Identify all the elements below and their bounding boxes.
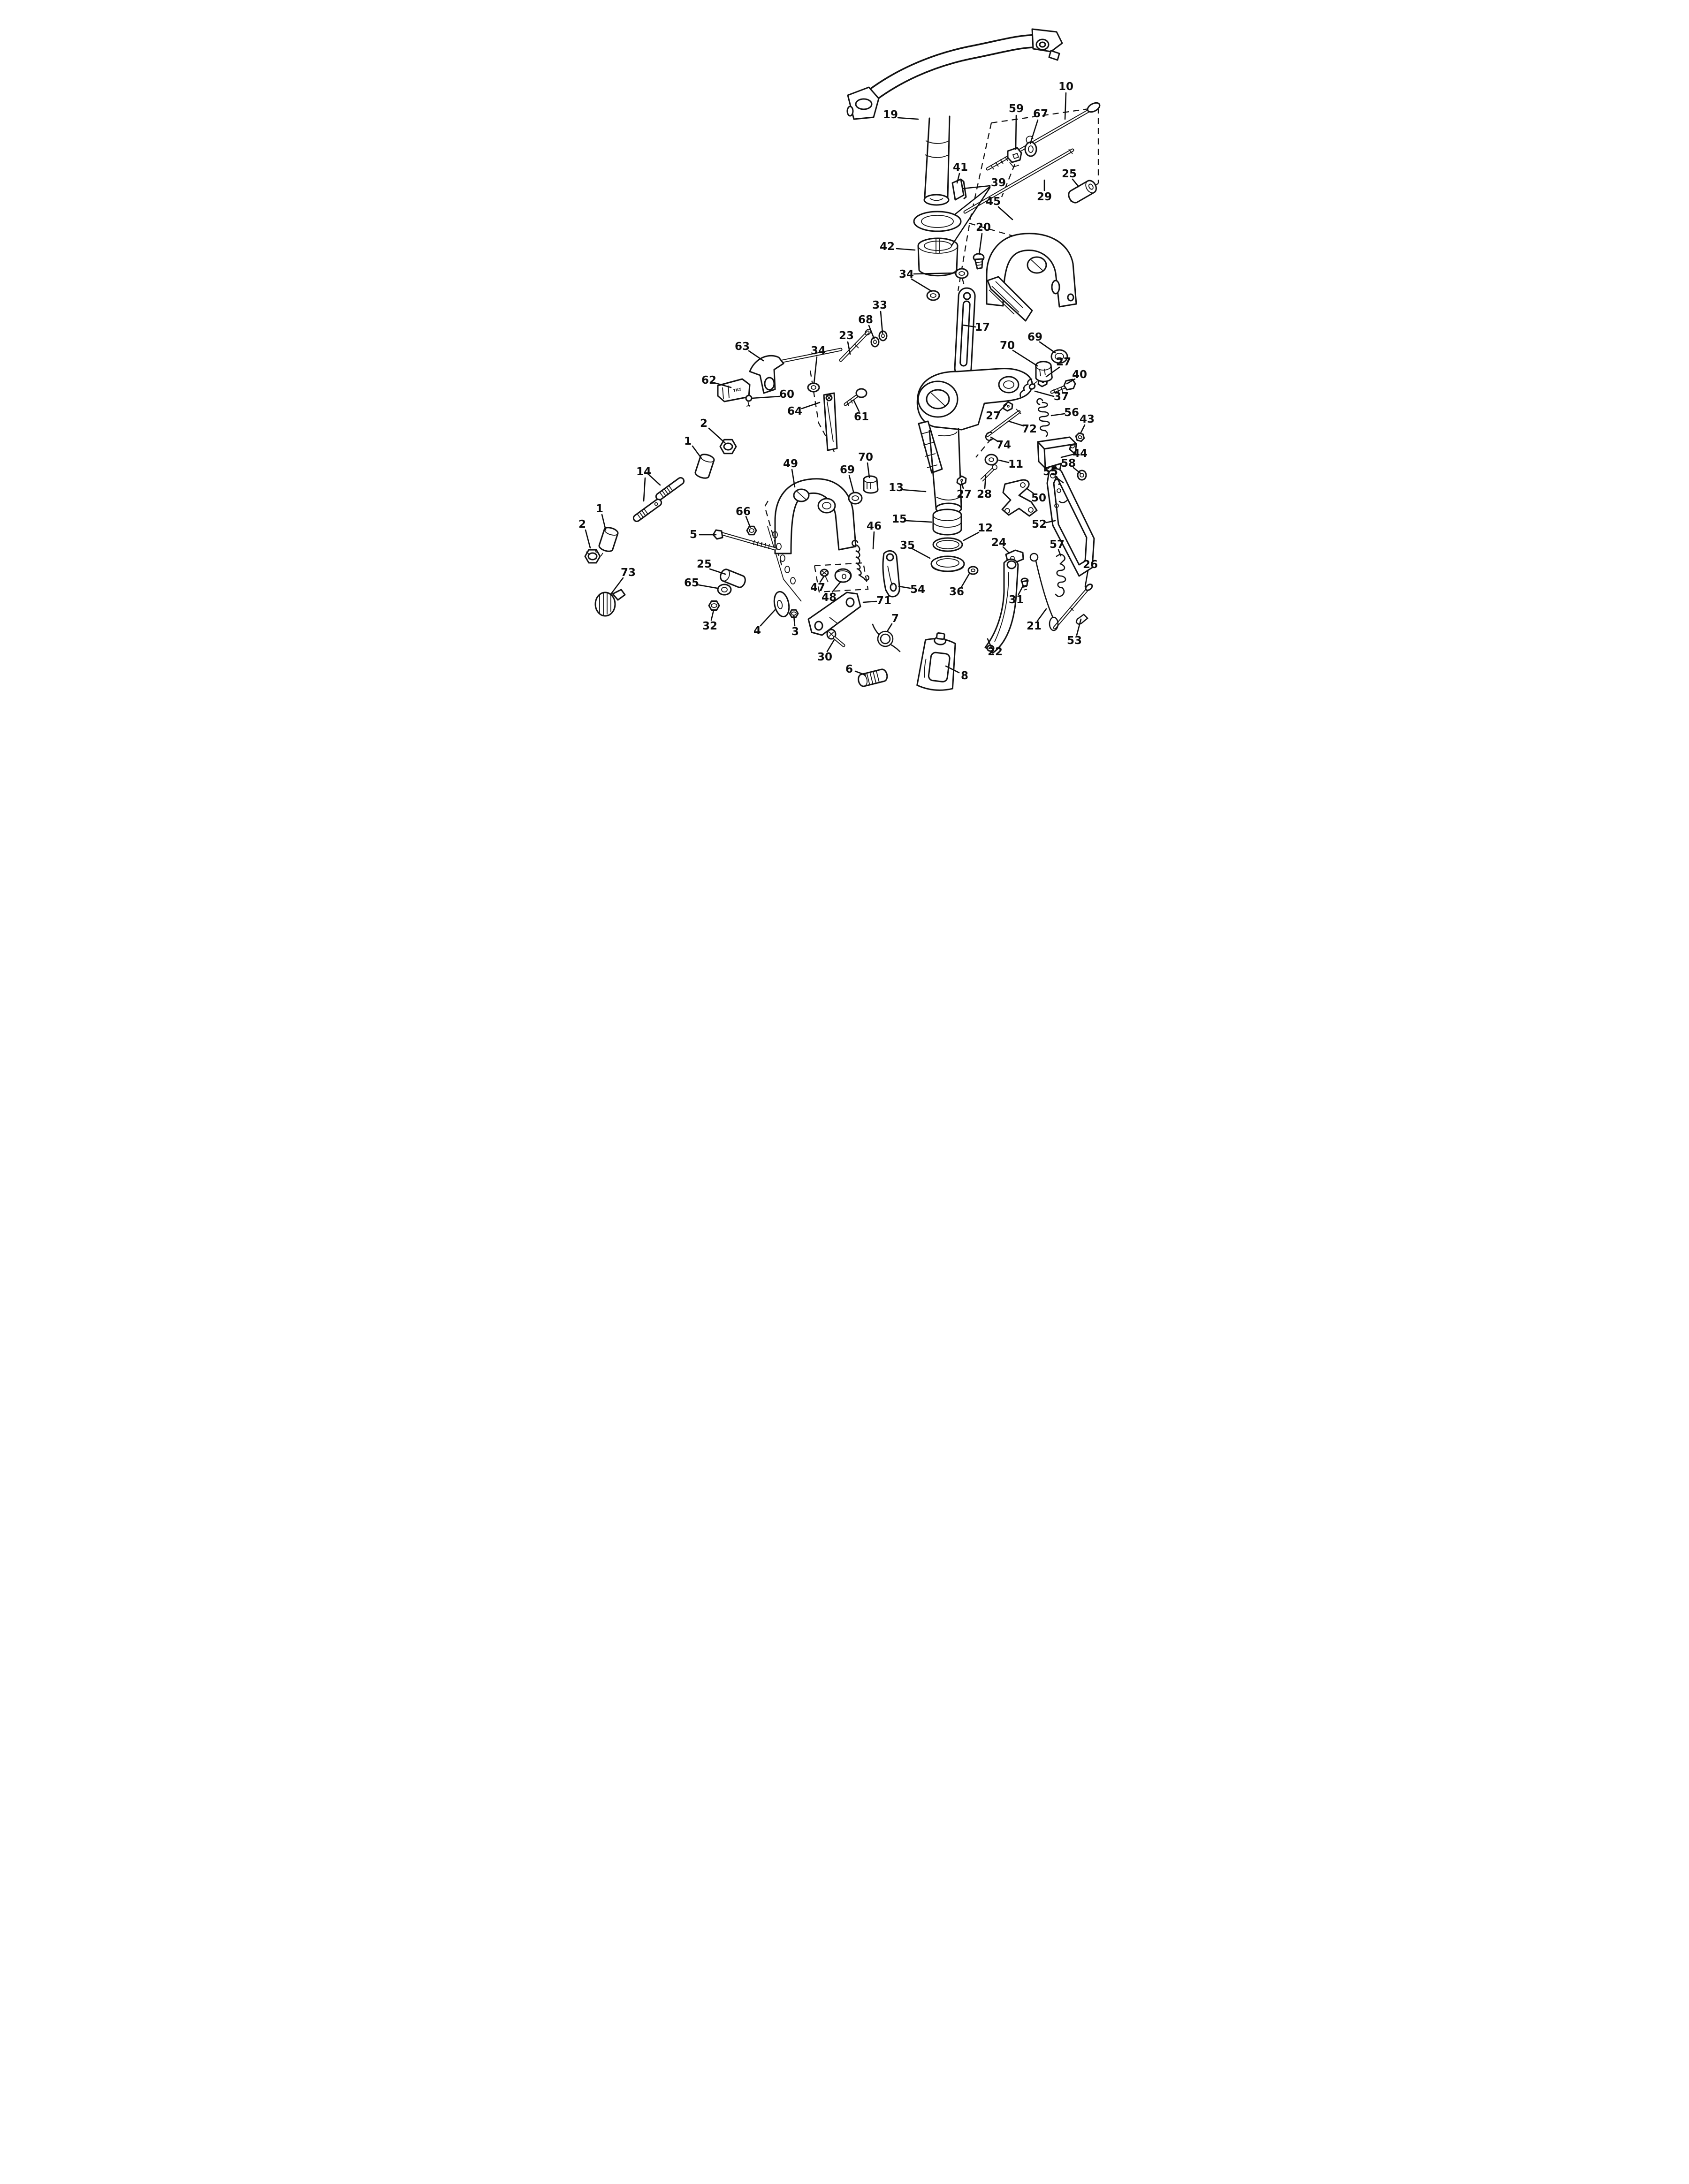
- part-washer-65: [718, 584, 731, 595]
- leader-line-13: [903, 490, 926, 492]
- part-steering-arm-19: [847, 29, 1062, 205]
- leader-line-7: [887, 624, 892, 631]
- part-link-plate-64: [824, 393, 837, 450]
- leader-line-15: [906, 521, 932, 522]
- part-label-70a: 70: [999, 340, 1015, 352]
- part-label-64: 64: [787, 405, 803, 417]
- part-label-54: 54: [910, 584, 926, 596]
- part-bushing-1-upper: [694, 453, 715, 480]
- part-nut-66: [747, 526, 756, 534]
- part-label-44: 44: [1072, 447, 1088, 460]
- part-stud-14-upper: [655, 477, 685, 501]
- part-bushing-1-lower: [598, 526, 619, 553]
- leader-line-14-1: [644, 478, 645, 501]
- leader-line-32: [711, 610, 714, 620]
- part-clip-53: [1076, 614, 1088, 624]
- part-label-20: 20: [975, 221, 991, 234]
- part-label-28: 28: [976, 488, 992, 500]
- leader-line-2b: [586, 530, 590, 548]
- part-bushing-70-upper: [1036, 362, 1052, 381]
- leader-line-46: [873, 532, 874, 549]
- part-nut-32: [709, 601, 719, 610]
- part-label-71: 71: [876, 595, 892, 607]
- part-label-47: 47: [810, 582, 826, 594]
- part-label-30: 30: [817, 651, 833, 663]
- part-label-73: 73: [620, 567, 636, 579]
- leader-line-34a-1: [912, 279, 932, 291]
- part-label-56: 56: [1064, 407, 1080, 419]
- part-label-27m: 27: [985, 410, 1001, 422]
- part-sleeve-15: [933, 509, 961, 535]
- part-link-arm-54: [883, 551, 899, 597]
- part-label-40: 40: [1072, 369, 1088, 381]
- leader-line-69b: [849, 476, 853, 492]
- part-label-41: 41: [952, 161, 968, 174]
- leader-line-42: [897, 249, 915, 250]
- part-label-1a: 1: [684, 435, 692, 447]
- part-label-39: 39: [990, 177, 1006, 189]
- part-label-36: 36: [949, 586, 965, 598]
- leader-line-65: [699, 585, 717, 588]
- part-o-ring-12: [933, 538, 962, 551]
- leader-line-71: [863, 601, 876, 602]
- part-link-17: [954, 288, 975, 377]
- part-label-5: 5: [689, 529, 698, 541]
- leader-line-10: [1065, 93, 1066, 119]
- part-label-35: 35: [899, 539, 915, 552]
- part-label-55: 55: [1042, 466, 1058, 478]
- part-wire-link-21: [1030, 554, 1058, 630]
- part-label-46: 46: [866, 520, 882, 532]
- part-spring-46: [852, 540, 869, 580]
- leader-line-2a: [709, 428, 725, 443]
- part-label-63: 63: [734, 341, 750, 353]
- part-screw-5: [713, 530, 775, 549]
- part-label-1b: 1: [595, 503, 604, 515]
- part-label-23: 23: [838, 330, 854, 342]
- part-washer-34-lower-left: [808, 383, 819, 392]
- part-pad-disc-4: [772, 590, 791, 618]
- leader-line-45: [998, 207, 1012, 220]
- part-label-12: 12: [977, 522, 993, 534]
- leader-line-70a: [1013, 350, 1037, 366]
- part-label-62: 62: [701, 374, 717, 387]
- part-label-57: 57: [1049, 538, 1065, 551]
- part-label-49: 49: [783, 458, 799, 470]
- leader-line-36: [961, 574, 969, 587]
- part-label-29: 29: [1036, 191, 1052, 203]
- part-label-52: 52: [1031, 518, 1047, 531]
- part-rod-26: [1055, 583, 1093, 628]
- part-stud-14-lower: [632, 498, 663, 523]
- part-label-22: 22: [987, 646, 1003, 658]
- leader-line-66: [746, 516, 750, 527]
- part-label-26: 26: [1082, 559, 1098, 571]
- part-label-2a: 2: [700, 417, 708, 430]
- part-cotter-pin-28: [981, 465, 997, 481]
- part-split-bushing-42: [918, 238, 958, 276]
- part-label-59: 59: [1008, 103, 1024, 115]
- part-label-48: 48: [821, 592, 837, 604]
- part-knob-73: [595, 590, 625, 616]
- part-label-14: 14: [636, 466, 652, 478]
- part-label-70b: 70: [858, 451, 874, 463]
- part-carry-handle-8: [917, 631, 959, 692]
- part-label-10: 10: [1058, 81, 1074, 93]
- leader-line-20: [979, 234, 982, 254]
- part-label-21: 21: [1026, 620, 1042, 632]
- leader-line-33: [881, 311, 883, 333]
- part-bolt-20: [974, 254, 984, 269]
- leader-line-25a: [1073, 179, 1079, 187]
- part-label-6: 6: [845, 663, 853, 675]
- part-washer-34-left: [927, 291, 939, 300]
- part-label-25b: 25: [696, 558, 712, 570]
- part-label-61: 61: [853, 411, 869, 423]
- leader-line-53: [1077, 619, 1081, 635]
- leader-line-1b: [602, 515, 606, 530]
- leader-line-70b: [867, 463, 869, 478]
- leader-line-12: [964, 532, 979, 540]
- part-locknut-2-lower: [585, 550, 603, 563]
- part-screw-30: [827, 629, 844, 645]
- part-label-32: 32: [702, 620, 718, 632]
- part-washer-11: [985, 455, 997, 465]
- part-clamp-bracket-45: [987, 234, 1076, 321]
- part-nut-2-upper: [720, 440, 736, 453]
- part-label-7: 7: [891, 613, 899, 625]
- leader-line-28: [985, 476, 986, 488]
- leader-line-56: [1051, 414, 1065, 416]
- leader-line-54: [899, 586, 910, 588]
- part-bolt-61: [845, 389, 867, 406]
- part-label-72: 72: [1021, 423, 1037, 435]
- part-label-45: 45: [985, 196, 1001, 208]
- part-catch-67: [1025, 136, 1036, 156]
- part-label-31: 31: [1008, 594, 1024, 606]
- leader-line-21: [1037, 609, 1046, 621]
- part-label-19: 19: [883, 109, 898, 121]
- part-bushing-70-lower: [864, 476, 878, 493]
- part-label-13: 13: [888, 482, 904, 494]
- part-label-53: 53: [1066, 635, 1082, 647]
- part-label-69a: 69: [1027, 331, 1043, 343]
- leader-line-39: [963, 186, 990, 189]
- part-knurled-pin-6: [857, 668, 888, 687]
- part-label-15: 15: [891, 513, 907, 525]
- part-label-43: 43: [1079, 413, 1095, 425]
- part-torsion-spring-7: [873, 624, 900, 652]
- part-label-42: 42: [879, 241, 895, 253]
- leader-line-35: [913, 549, 930, 558]
- leader-line-30: [827, 640, 834, 652]
- part-label-60: 60: [779, 388, 795, 401]
- part-lever-arm-22: [985, 559, 1018, 653]
- leader-line-61: [854, 401, 859, 411]
- part-label-2b: 2: [578, 518, 586, 531]
- parts-diagram-page: [563, 0, 1126, 728]
- part-washer-36: [968, 567, 978, 574]
- part-label-27b: 27: [956, 488, 972, 500]
- part-label-8: 8: [960, 670, 969, 682]
- part-label-50: 50: [1031, 492, 1047, 504]
- leader-line-69a: [1040, 342, 1055, 353]
- part-label-37: 37: [1053, 391, 1069, 403]
- part-label-69b: 69: [839, 464, 855, 476]
- part-label-17: 17: [974, 321, 990, 334]
- leader-line-60: [752, 396, 780, 398]
- part-seal-ring-35: [931, 556, 964, 572]
- part-spring-56: [1037, 399, 1049, 436]
- part-label-34b: 34: [810, 345, 826, 357]
- part-label-67: 67: [1033, 108, 1049, 120]
- leader-line-4: [761, 610, 775, 626]
- leader-line-64: [802, 402, 820, 409]
- part-label-25a: 25: [1061, 168, 1077, 180]
- part-tilt-lever-63: [750, 349, 841, 393]
- part-label-27a: 27: [1056, 356, 1072, 368]
- part-label-66: 66: [735, 506, 751, 518]
- leader-line-63: [749, 351, 763, 361]
- part-label-74: 74: [996, 439, 1012, 451]
- part-label-3: 3: [791, 626, 799, 638]
- part-label-11: 11: [1008, 458, 1024, 470]
- part-washer-68: [871, 337, 879, 347]
- part-label-68: 68: [858, 314, 874, 326]
- leader-line-34b: [814, 357, 817, 384]
- part-nut-43: [1075, 432, 1085, 441]
- exploded-parts-diagram: [563, 0, 1126, 728]
- leader-line-31: [1019, 585, 1023, 594]
- leader-line-26: [1085, 570, 1088, 586]
- leader-line-19: [898, 118, 918, 119]
- part-label-34a: 34: [898, 268, 914, 281]
- part-label-58: 58: [1060, 457, 1076, 470]
- leader-line-1a: [692, 446, 701, 458]
- part-tilt-knob-62: [718, 379, 750, 402]
- leader-line-68: [869, 326, 874, 339]
- leader-line-11: [999, 460, 1009, 463]
- part-bushing-25-upper: [1066, 179, 1098, 205]
- tilt-knob-molded-text: TILT: [733, 387, 742, 393]
- part-label-65: 65: [684, 577, 700, 589]
- part-label-4: 4: [753, 625, 761, 637]
- part-washer-34-right: [956, 269, 968, 278]
- part-wedge-41: [952, 179, 966, 200]
- part-label-33: 33: [872, 299, 888, 311]
- part-screw-60: [746, 395, 752, 407]
- leader-line-43: [1080, 425, 1085, 433]
- part-label-24: 24: [991, 537, 1007, 549]
- part-washer-69-lower: [849, 493, 862, 504]
- part-spring-57: [1056, 554, 1065, 597]
- part-cap-48: [835, 569, 851, 582]
